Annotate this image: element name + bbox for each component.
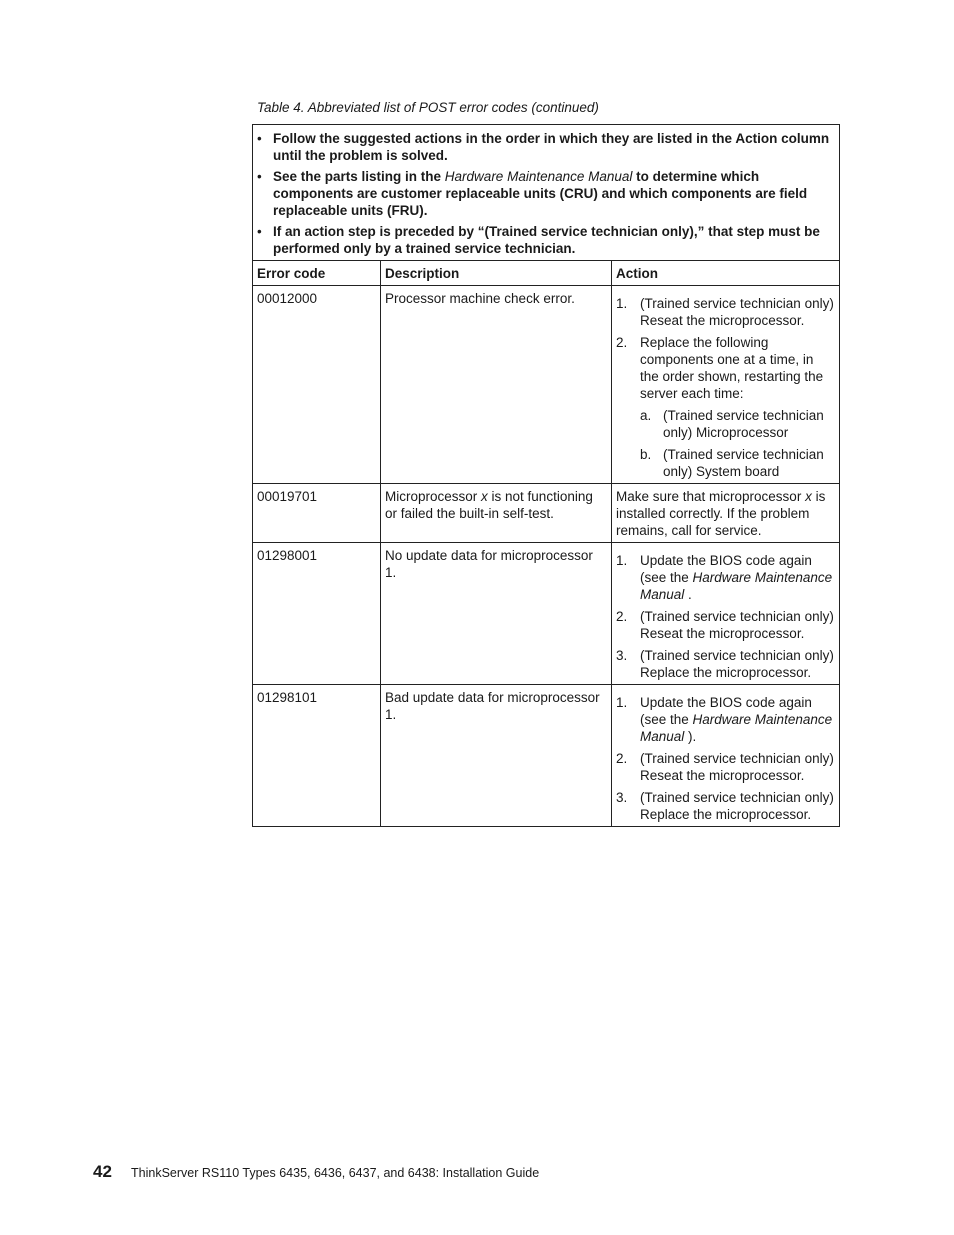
action-step — [616, 334, 835, 480]
action-steps — [616, 694, 835, 823]
step-number: 1. — [616, 296, 628, 311]
step-number: 1. — [616, 695, 628, 710]
step-text: (Trained service technician only) Replace the microprocessor. — [640, 790, 834, 822]
step-text: (Trained service technician only) Reseat the microprocessor. — [640, 751, 834, 783]
note-item — [257, 223, 835, 257]
step-text: Update the BIOS code again (see the — [640, 553, 812, 585]
step-number: 3. — [616, 648, 628, 663]
header-row — [253, 261, 840, 286]
error-code: 00012000 — [253, 286, 381, 484]
note-text: to determine which components are customer replaceable units (CRU) and which components are field replaceable units (FRU). — [273, 169, 808, 218]
note-item — [257, 168, 835, 219]
header-action: Action — [612, 261, 840, 286]
note-text: See the parts listing in the — [273, 169, 445, 184]
action-text: Make sure that microprocessor — [616, 489, 806, 504]
description-text: Processor machine check error. — [385, 291, 575, 306]
post-error-table — [252, 124, 840, 827]
table-caption: Table 4. Abbreviated list of POST error codes (continued) — [257, 100, 599, 115]
sub-step-text: (Trained service technician only) System board — [663, 447, 824, 479]
table-row — [253, 543, 840, 685]
action-step — [616, 647, 835, 681]
bullet: • — [257, 224, 262, 239]
bullet: • — [257, 169, 262, 184]
action — [612, 543, 840, 685]
action-step — [616, 750, 835, 784]
action-steps — [616, 552, 835, 681]
step-text: ). — [684, 729, 697, 744]
page-number: 42 — [93, 1162, 112, 1181]
error-code: 00019701 — [253, 484, 381, 543]
description-text: is not functioning or failed the built-in self-test. — [385, 489, 593, 521]
step-text: . — [684, 587, 692, 602]
variable-x: x — [481, 489, 488, 504]
note-item — [257, 130, 835, 164]
header-error-code: Error code — [253, 261, 381, 286]
manual-title: Hardware Maintenance Manual — [640, 570, 833, 602]
step-number: 2. — [616, 335, 628, 350]
step-text: (Trained service technician only) Reseat the microprocessor. — [640, 296, 834, 328]
manual-title: Hardware Maintenance Manual — [444, 169, 633, 184]
action — [612, 286, 840, 484]
action-step — [616, 552, 835, 603]
step-number: 2. — [616, 751, 628, 766]
error-code: 01298101 — [253, 685, 381, 827]
description-text: No update data for microprocessor 1. — [385, 548, 593, 580]
description — [381, 543, 612, 685]
action — [612, 685, 840, 827]
note-text: Follow the suggested actions in the order in which they are listed in the Action column until the problem is solved. — [273, 131, 830, 163]
action-steps — [616, 295, 835, 480]
table-row — [253, 484, 840, 543]
notes-cell — [253, 125, 840, 261]
document-title: ThinkServer RS110 Types 6435, 6436, 6437, and 6438: Installation Guide — [131, 1166, 540, 1180]
step-text: (Trained service technician only) Reseat the microprocessor. — [640, 609, 834, 641]
sub-step-letter: b. — [640, 447, 652, 462]
sub-step-text: (Trained service technician only) Microprocessor — [663, 408, 824, 440]
description-text: Bad update data for microprocessor 1. — [385, 690, 600, 722]
table-row — [253, 685, 840, 827]
action-text: is installed correctly. If the problem remains, call for service. — [616, 489, 826, 538]
action — [612, 484, 840, 543]
sub-step — [640, 407, 835, 441]
sub-step-letter: a. — [640, 408, 652, 423]
description-text: Microprocessor — [385, 489, 482, 504]
variable-x: x — [805, 489, 812, 504]
action-step — [616, 295, 835, 329]
error-code: 01298001 — [253, 543, 381, 685]
step-text: Update the BIOS code again (see the — [640, 695, 812, 727]
step-text: (Trained service technician only) Replace the microprocessor. — [640, 648, 834, 680]
note-text: If an action step is preceded by “(Trained service technician only),” that step must be performed only by a trained service technician. — [273, 224, 820, 256]
description — [381, 286, 612, 484]
action-step — [616, 608, 835, 642]
step-text: Replace the following components one at a time, in the order shown, restarting the server each time: — [640, 335, 824, 401]
action-step — [616, 694, 835, 745]
action-step — [616, 789, 835, 823]
bullet: • — [257, 131, 262, 146]
manual-title: Hardware Maintenance Manual — [640, 712, 833, 744]
step-number: 2. — [616, 609, 628, 624]
table-row — [253, 286, 840, 484]
notes-list — [257, 129, 835, 257]
notes-row — [253, 125, 840, 261]
description — [381, 685, 612, 827]
sub-step — [640, 446, 835, 480]
sub-steps — [640, 407, 835, 480]
description — [381, 484, 612, 543]
header-description: Description — [381, 261, 612, 286]
step-number: 1. — [616, 553, 628, 568]
step-number: 3. — [616, 790, 628, 805]
